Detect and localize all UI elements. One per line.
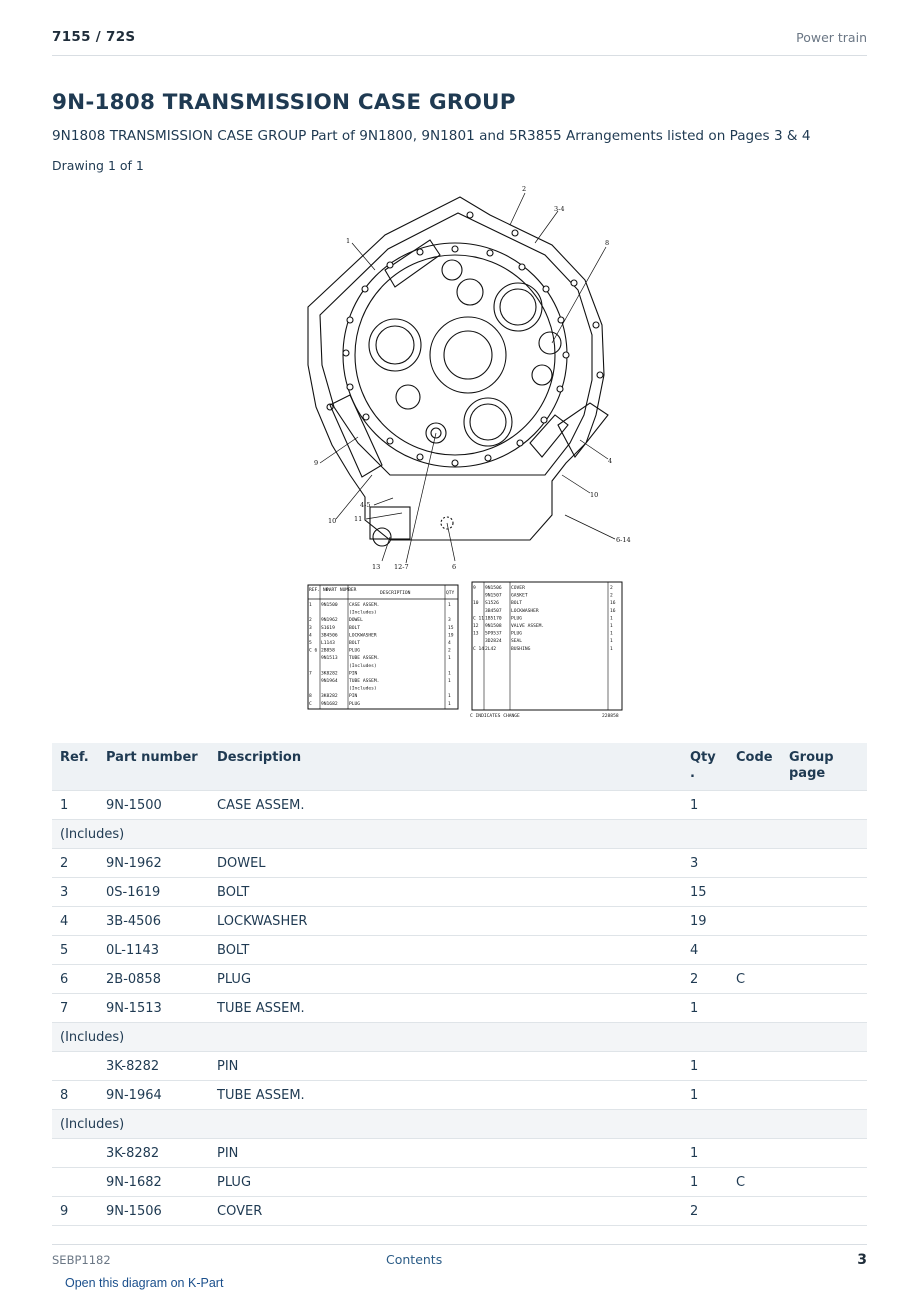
inset-cell: S1619 — [321, 625, 335, 631]
inset-cell: 1 — [610, 631, 613, 637]
cell-qty: 1 — [682, 791, 728, 820]
cell-ref: 1 — [52, 791, 98, 820]
cell-ref: 4 — [52, 907, 98, 936]
cell-group-page — [781, 1168, 867, 1197]
bearing-bore-lower-inner — [470, 404, 506, 440]
inset-cell: 1 — [448, 694, 451, 700]
transmission-case-drawing — [290, 175, 635, 725]
svg-text:228858: 228858 — [602, 714, 619, 719]
inset-cell: PLUG — [349, 701, 361, 707]
cell-ref: 2 — [52, 849, 98, 878]
cell-description: DOWEL — [209, 849, 682, 878]
cell-group-page — [781, 994, 867, 1023]
cell-part-number: 9N-1962 — [98, 849, 209, 878]
inset-cell: 9N1682 — [321, 701, 338, 707]
inset-cell: TUBE ASSEM. — [349, 656, 380, 662]
cell-ref: 5 — [52, 936, 98, 965]
bearing-bore-left-inner — [376, 326, 414, 364]
inset-cell: COVER — [511, 586, 525, 591]
inset-cell: 3B4507 — [485, 608, 502, 614]
inset-cell: 2 — [610, 586, 613, 591]
cell-qty: 2 — [682, 965, 728, 994]
inset-cell: GASKET — [511, 593, 528, 599]
cell-ref — [52, 1139, 98, 1168]
cell-code — [728, 1081, 781, 1110]
cell-part-number: 9N-1682 — [98, 1168, 209, 1197]
cell-part-number: 3B-4506 — [98, 907, 209, 936]
table-row — [52, 878, 867, 907]
inset-cell: 1 — [448, 656, 451, 662]
center-bore-outer — [430, 317, 506, 393]
table-row — [52, 1197, 867, 1226]
table-row — [52, 1052, 867, 1081]
table-row — [52, 994, 867, 1023]
inset-cell: 3K8282 — [321, 671, 338, 677]
inset-parts-list-right — [470, 582, 622, 719]
cell-part-number: 0L-1143 — [98, 936, 209, 965]
cell-ref — [52, 1168, 98, 1197]
inset-cell: VALVE ASSEM. — [511, 624, 545, 629]
cell-qty: 3 — [682, 849, 728, 878]
flange-ring-outer — [343, 243, 567, 467]
callout-label: 10 — [590, 491, 599, 499]
cell-group-page — [781, 849, 867, 878]
inset-cell: 1 — [309, 603, 312, 608]
cell-group-page — [781, 791, 867, 820]
callout-label: 1 — [346, 237, 351, 245]
flange-ring-inner — [355, 255, 555, 455]
callout-label: 10 — [328, 517, 337, 525]
svg-text:PART NUMBER: PART NUMBER — [326, 588, 357, 593]
cell-code — [728, 994, 781, 1023]
inset-cell: PIN — [349, 671, 358, 677]
cell-code: C — [728, 1168, 781, 1197]
inset-cell: SEAL — [511, 639, 523, 645]
center-bore-inner — [444, 331, 492, 379]
cell-qty: 1 — [682, 1081, 728, 1110]
col-header-part-number: Part number — [106, 750, 198, 765]
inset-cell: 2 — [448, 648, 451, 654]
small-bore-left — [396, 385, 420, 409]
cell-description: BOLT — [209, 878, 682, 907]
table-row — [52, 1139, 867, 1168]
inset-cell: 19 — [448, 633, 454, 639]
inset-cell: 1 — [610, 639, 613, 645]
callout-label: 12-7 — [394, 563, 409, 571]
inset-cell: 9N1962 — [321, 618, 338, 624]
inset-cell: C 6 — [309, 648, 318, 654]
contents-link[interactable]: Contents — [386, 1252, 443, 1267]
cell-ref: 3 — [52, 878, 98, 907]
inset-cell: PLUG — [349, 648, 361, 654]
inset-cell: 3D2824 — [485, 639, 502, 645]
inset-cell: 1 — [610, 646, 613, 652]
valve-boss — [539, 332, 561, 354]
inset-cell: S1526 — [485, 601, 499, 607]
cell-ref: 9 — [52, 1197, 98, 1226]
cell-qty: 1 — [682, 1139, 728, 1168]
inset-cell: (Includes) — [349, 686, 377, 692]
section-label: Power train — [796, 30, 867, 45]
cell-code — [728, 907, 781, 936]
cell-code — [728, 791, 781, 820]
cell-ref — [52, 1052, 98, 1081]
includes-label: (Includes) — [52, 1110, 867, 1139]
inset-cell: PLUG — [511, 631, 523, 637]
cell-ref: 8 — [52, 1081, 98, 1110]
inset-cell: PIN — [349, 694, 358, 700]
callout-label: 11 — [354, 515, 363, 523]
cell-qty: 1 — [682, 994, 728, 1023]
col-header-qty: Qty . — [690, 750, 716, 781]
small-bore-right — [532, 365, 552, 385]
callout-label: 6-14 — [616, 536, 631, 544]
inset-cell: BOLT — [511, 601, 523, 607]
cell-description: BOLT — [209, 936, 682, 965]
callout-label: 6 — [452, 563, 457, 571]
table-row — [52, 907, 867, 936]
cell-code — [728, 936, 781, 965]
cell-group-page — [781, 907, 867, 936]
inset-cell: CASE ASSEM. — [349, 603, 380, 608]
col-header-group-page: Group page — [789, 750, 834, 781]
inset-cell: 10 — [473, 601, 479, 607]
inset-cell: 7 — [309, 671, 312, 677]
cell-part-number: 9N-1513 — [98, 994, 209, 1023]
inset-cell: LOCKWASHER — [349, 633, 377, 639]
small-bore-top — [457, 279, 483, 305]
cell-qty: 1 — [682, 1052, 728, 1081]
cell-code: C — [728, 965, 781, 994]
cell-ref: 6 — [52, 965, 98, 994]
table-header-row — [52, 743, 867, 791]
cell-code — [728, 1197, 781, 1226]
inset-cell: 9N1506 — [485, 586, 502, 591]
inset-cell: 2 — [309, 618, 312, 624]
cell-part-number: 9N-1506 — [98, 1197, 209, 1226]
col-header-ref: Ref. — [60, 750, 89, 765]
inset-cell: 9N1513 — [321, 656, 338, 662]
cell-description: LOCKWASHER — [209, 907, 682, 936]
cell-group-page — [781, 1081, 867, 1110]
inset-cell: 2L42 — [485, 646, 497, 652]
inset-cell: C — [309, 701, 312, 707]
cell-group-page — [781, 878, 867, 907]
callout-label: 3-4 — [554, 205, 565, 213]
inset-cell: 16 — [610, 601, 616, 607]
inset-cell: 1 — [448, 603, 451, 608]
cell-part-number: 3K-8282 — [98, 1139, 209, 1168]
cell-part-number: 3K-8282 — [98, 1052, 209, 1081]
svg-text:C INDICATES CHANGE: C INDICATES CHANGE — [470, 714, 520, 719]
cell-ref: 7 — [52, 994, 98, 1023]
inset-cell: 1 — [448, 671, 451, 677]
table-row — [52, 965, 867, 994]
inset-cell: 1 — [610, 624, 613, 629]
cover-left — [330, 395, 382, 477]
inset-cell: DOWEL — [349, 618, 363, 624]
includes-row — [52, 1023, 867, 1052]
inset-cell: 1 — [448, 679, 451, 684]
col-header-code: Code — [736, 750, 773, 765]
inset-cell: 3 — [309, 625, 312, 631]
page-number: 3 — [857, 1252, 867, 1268]
inset-cell: (Includes) — [349, 663, 377, 669]
inset-cell: C 11 — [473, 616, 485, 622]
includes-row — [52, 1110, 867, 1139]
inset-cell: (Includes) — [349, 610, 377, 616]
drawing-count-label: Drawing 1 of 1 — [52, 158, 144, 173]
inset-cell: PLUG — [511, 616, 523, 622]
inset-cell: C 14 — [473, 646, 485, 652]
parts-diagram[interactable] — [290, 175, 635, 725]
cell-description: COVER — [209, 1197, 682, 1226]
inset-cell: 3B4506 — [321, 633, 338, 639]
cell-part-number: 9N-1500 — [98, 791, 209, 820]
table-row — [52, 1168, 867, 1197]
cell-part-number: 0S-1619 — [98, 878, 209, 907]
cell-group-page — [781, 1197, 867, 1226]
svg-text:QTY: QTY — [446, 591, 455, 596]
includes-label: (Includes) — [52, 1023, 867, 1052]
table-row — [52, 936, 867, 965]
cell-code — [728, 849, 781, 878]
inset-cell: 9 — [473, 586, 476, 591]
inset-cell: 3K8282 — [321, 694, 338, 700]
page-title: 9N-1808 TRANSMISSION CASE GROUP — [52, 90, 516, 115]
cell-description: PIN — [209, 1052, 682, 1081]
inset-cell: 5P9537 — [485, 631, 502, 637]
model-label: 7155 / 72S — [52, 29, 136, 45]
inset-cell: 12 — [473, 624, 479, 629]
cell-description: PLUG — [209, 965, 682, 994]
inset-cell: TUBE ASSEM. — [349, 679, 380, 684]
cell-group-page — [781, 965, 867, 994]
cell-description: TUBE ASSEM. — [209, 994, 682, 1023]
inset-cell: 16 — [610, 608, 616, 614]
cell-description: CASE ASSEM. — [209, 791, 682, 820]
cell-qty: 19 — [682, 907, 728, 936]
bearing-bore-left — [369, 319, 421, 371]
inset-cell: 13 — [473, 631, 479, 637]
bearing-bore-upper-right-inner — [500, 289, 536, 325]
cell-code — [728, 1139, 781, 1168]
inset-cell: 15 — [448, 625, 454, 631]
includes-label: (Includes) — [52, 820, 867, 849]
cell-code — [728, 878, 781, 907]
inset-parts-list-left — [308, 585, 458, 709]
table-row — [52, 1081, 867, 1110]
cell-part-number: 9N-1964 — [98, 1081, 209, 1110]
open-diagram-kpart-link[interactable]: Open this diagram on K-Part — [65, 1276, 224, 1290]
inset-cell: 9N1508 — [485, 624, 502, 629]
inset-cell: BOLT — [349, 641, 361, 646]
inset-cell: 9N1500 — [321, 603, 338, 608]
table-row — [52, 849, 867, 878]
cell-description: PIN — [209, 1139, 682, 1168]
parts-table — [52, 743, 867, 1226]
page-subtitle: 9N1808 TRANSMISSION CASE GROUP Part of 9N1800, 9N1801 and 5R3855 Arrangements listed on Pages 3 & 4 — [52, 128, 811, 144]
callout-label: 9 — [314, 459, 319, 467]
inset-cell: 5 — [309, 641, 312, 646]
inset-cell: 9N1964 — [321, 679, 338, 684]
footer-divider — [52, 1244, 867, 1245]
cell-group-page — [781, 1139, 867, 1168]
inset-cell: 1B5170 — [485, 616, 502, 622]
inset-cell: 3 — [448, 618, 451, 624]
callout-label: 13 — [372, 563, 381, 571]
callout-label: 4-5 — [360, 501, 371, 509]
cell-group-page — [781, 936, 867, 965]
inset-cell: L1143 — [321, 641, 335, 646]
callout-label: 8 — [605, 239, 610, 247]
inset-cell: 4 — [448, 641, 451, 646]
bearing-bore-lower — [464, 398, 512, 446]
cell-qty: 1 — [682, 1168, 728, 1197]
cell-description: TUBE ASSEM. — [209, 1081, 682, 1110]
inset-cell: 1 — [610, 616, 613, 622]
plug-bottom — [373, 528, 391, 546]
inset-cell: LOCKWASHER — [511, 608, 539, 614]
small-bore-top-left — [442, 260, 462, 280]
cell-qty: 4 — [682, 936, 728, 965]
inset-cell: 8 — [309, 694, 312, 700]
callout-label: 2 — [522, 185, 527, 193]
document-id: SEBP1182 — [52, 1253, 111, 1267]
inset-cell: 2 — [610, 593, 613, 599]
svg-text:DESCRIPTION: DESCRIPTION — [380, 591, 411, 596]
svg-text:REF. NO.: REF. NO. — [309, 588, 332, 593]
cell-description: PLUG — [209, 1168, 682, 1197]
inset-cell: 2B858 — [321, 648, 335, 654]
table-row — [52, 791, 867, 820]
includes-row — [52, 820, 867, 849]
cell-qty: 15 — [682, 878, 728, 907]
page-header — [52, 29, 867, 56]
inset-cell: BUSHING — [511, 646, 531, 652]
callout-label: 4 — [608, 457, 613, 465]
bearing-bore-upper-right — [494, 283, 542, 331]
cell-qty: 2 — [682, 1197, 728, 1226]
inset-cell: 4 — [309, 633, 312, 639]
cell-group-page — [781, 1052, 867, 1081]
col-header-description: Description — [217, 750, 302, 765]
inset-cell: 9N1507 — [485, 593, 502, 599]
cell-part-number: 2B-0858 — [98, 965, 209, 994]
inset-cell: 1 — [448, 701, 451, 707]
cell-code — [728, 1052, 781, 1081]
inset-cell: BOLT — [349, 625, 361, 631]
